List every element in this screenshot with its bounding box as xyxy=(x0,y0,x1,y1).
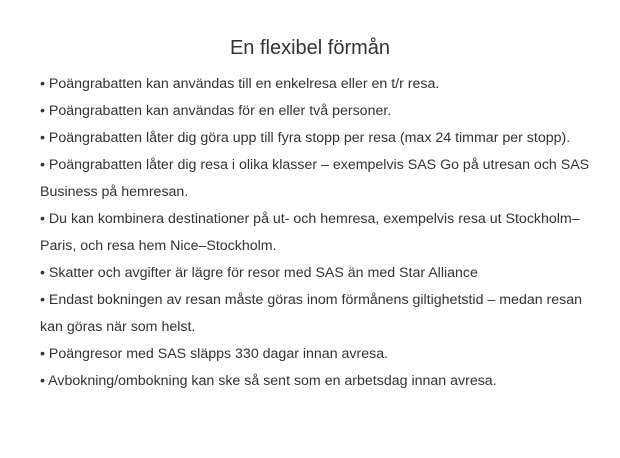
list-item xyxy=(40,206,595,260)
bullet-icon: • xyxy=(40,130,45,146)
list-item-text: Endast bokningen av resan måste göras inom förmånens giltighetstid – medan resan kan göras när som helst. xyxy=(40,292,583,335)
list-item-text: Avbokning/ombokning kan ske så sent som en arbetsdag innan avresa. xyxy=(48,373,497,389)
list-item-text: Poängrabatten kan användas för en eller två personer. xyxy=(48,103,392,119)
page-title: En flexibel förmån xyxy=(229,37,391,59)
bullet-icon: • xyxy=(40,292,45,308)
list-item xyxy=(40,260,595,287)
bullet-icon: • xyxy=(40,157,45,173)
benefit-list xyxy=(40,71,595,395)
bullet-icon: • xyxy=(40,265,45,281)
bullet-icon: • xyxy=(40,103,45,119)
list-item xyxy=(40,287,595,341)
list-item xyxy=(40,125,595,152)
list-item-text: Poängresor med SAS släpps 330 dagar innan avresa. xyxy=(48,346,389,362)
list-item xyxy=(40,71,595,98)
bullet-icon: • xyxy=(40,211,45,227)
list-item-text: Skatter och avgifter är lägre för resor med SAS än med Star Alliance xyxy=(48,265,478,281)
list-item xyxy=(40,98,595,125)
list-item xyxy=(40,368,595,395)
list-item-text: Poängrabatten låter dig resa i olika klasser – exempelvis SAS Go på utresan och SAS Business på hemresan. xyxy=(40,157,590,200)
list-item xyxy=(40,152,595,206)
bullet-icon: • xyxy=(40,346,45,362)
list-item xyxy=(40,341,595,368)
list-item-text: Poängrabatten kan användas till en enkelresa eller en t/r resa. xyxy=(48,76,440,92)
list-item-text: Du kan kombinera destinationer på ut- och hemresa, exempelvis resa ut Stockholm–Paris, och resa hem Nice–Stockholm. xyxy=(40,211,580,254)
bullet-icon: • xyxy=(40,76,45,92)
bullet-icon: • xyxy=(40,373,45,389)
list-item-text: Poängrabatten låter dig göra upp till fyra stopp per resa (max 24 timmar per stopp). xyxy=(48,130,571,146)
